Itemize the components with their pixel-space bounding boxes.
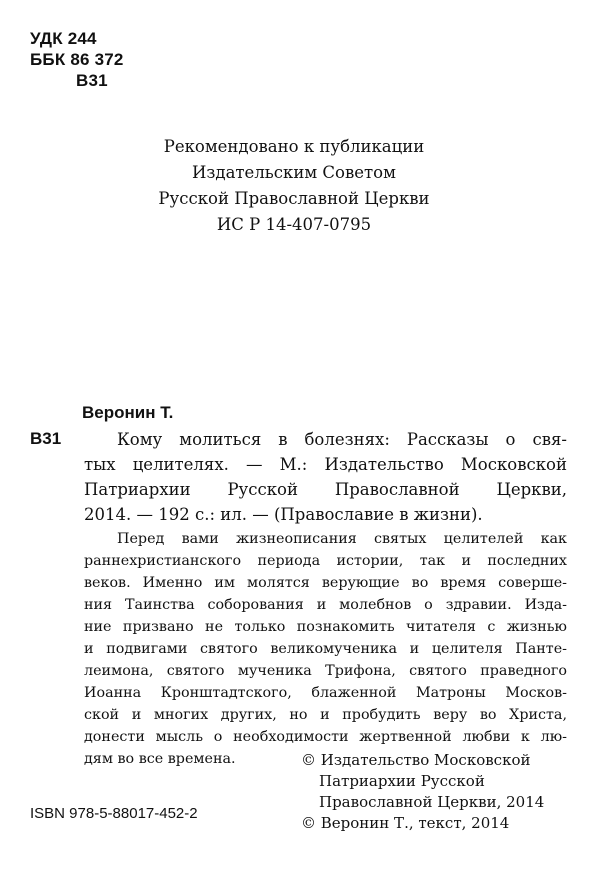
biblio-line: Кому молиться в болезнях: Рассказы о свя- [117,430,567,449]
record-author-sign: В31 [30,429,62,448]
biblio-line: тых целителях. — М.: Издательство Московской [84,455,567,474]
annotation-line: ния Таинства соборования и молебнов о здравии. Изда- [84,597,567,613]
annotation-line: леимона, святого мученика Трифона, святого праведного [84,663,567,679]
annotation-line: раннехристианского периода истории, так и последних [84,553,567,569]
recommendation-line: Рекомендовано к публикации [163,137,425,156]
bbk-code: ББК 86 372 [30,50,124,69]
bibliographic-description [84,427,567,527]
recommendation-line: Издательским Советом [192,163,396,182]
record-author: Веронин Т. [82,403,174,422]
udk-code: УДК 244 [30,29,97,48]
author-sign-code: В31 [76,71,108,90]
copyright-publisher-line: Патриархии Русской [319,772,485,790]
annotation-line: донести мысль о необходимости жертвенной любви к лю- [84,729,567,745]
copyright-block [301,750,544,834]
annotation-line: и подвигами святого великомученика и целителя Панте- [84,641,567,657]
biblio-line: Патриархии Русской Православной Церкви, [84,480,567,499]
copyright-publisher-line: © Издательство Московской [301,751,531,769]
biblio-line: 2014. — 192 с.: ил. — (Православие в жизни). [84,505,483,524]
annotation-line: Перед вами жизнеописания святых целителей как [117,531,567,547]
annotation-line: дям во все времена. [84,751,236,767]
recommendation-block [100,134,488,238]
annotation-line: ской и многих других, но и пробудить веру во Христа, [84,707,567,723]
copyright-publisher-line: Православной Церкви, 2014 [319,793,545,811]
copyright-author-line: © Веронин Т., текст, 2014 [301,814,510,832]
recommendation-line: Русской Православной Церкви [158,189,430,208]
annotation-line: Иоанна Кронштадтского, блаженной Матроны Москов- [84,685,567,701]
annotation [84,528,567,770]
isbn: ISBN 978-5-88017-452-2 [30,805,198,822]
annotation-line: ние призвано не только познакомить читателя с жизнью [84,619,567,635]
classification-codes [30,28,124,91]
recommendation-line: ИС Р 14-407-0795 [216,215,372,234]
annotation-line: веков. Именно им молятся верующие во время соверше- [84,575,567,591]
